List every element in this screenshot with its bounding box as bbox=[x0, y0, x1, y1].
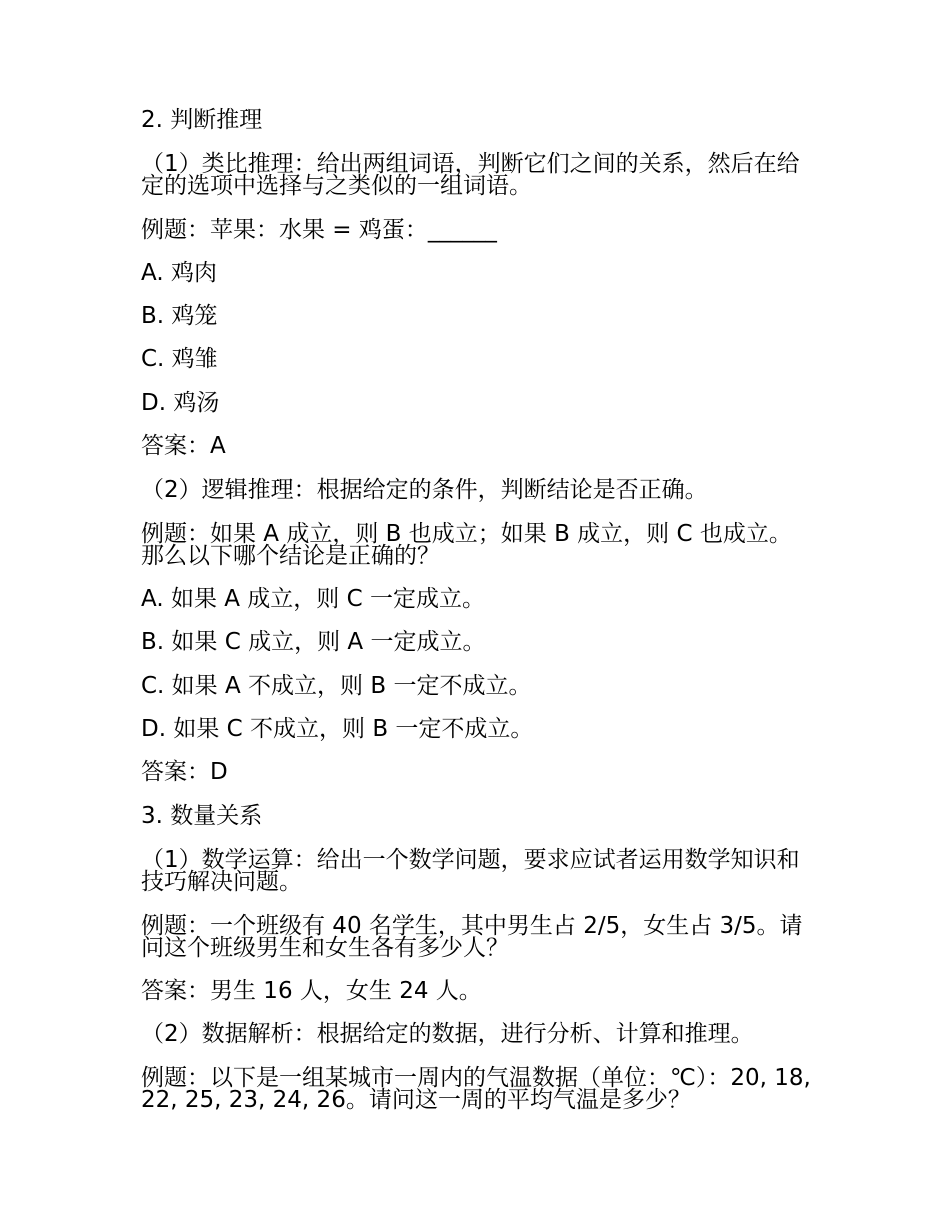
section-heading-judgment-reasoning: 2. 判断推理 bbox=[141, 107, 263, 133]
question-1-option-b: B. 鸡笼 bbox=[141, 303, 218, 329]
question-3-answer: 答案：男生 16 人，女生 24 人。 bbox=[141, 978, 482, 1004]
data-analysis-paragraph: （2）数据解析：根据给定的数据，进行分析、计算和推理。 bbox=[141, 1021, 754, 1047]
question-1-option-c: C. 鸡雏 bbox=[141, 346, 218, 372]
analogy-reasoning-paragraph: （1）类比推理：给出两组词语，判断它们之间的关系，然后在给定的选项中选择与之类似的一组词语。 bbox=[141, 151, 800, 199]
question-1-prompt: 例题：苹果：水果 = 鸡蛋：______ bbox=[141, 217, 497, 243]
question-2-option-a: A. 如果 A 成立，则 C 一定成立。 bbox=[141, 586, 485, 612]
question-2-option-c: C. 如果 A 不成立，则 B 一定不成立。 bbox=[141, 673, 532, 699]
logic-reasoning-paragraph: （2）逻辑推理：根据给定的条件，判断结论是否正确。 bbox=[141, 477, 708, 503]
question-1-option-a: A. 鸡肉 bbox=[141, 260, 217, 286]
question-4-prompt: 例题：以下是一组某城市一周内的气温数据（单位：℃）：20, 18, 22, 25, 23, 24, 26。请问这一周的平均气温是多少？ bbox=[141, 1065, 811, 1113]
question-2-answer: 答案：D bbox=[141, 759, 228, 785]
section-heading-quantity-relations: 3. 数量关系 bbox=[141, 803, 263, 829]
question-2-option-b: B. 如果 C 成立，则 A 一定成立。 bbox=[141, 629, 486, 655]
question-2-prompt: 例题：如果 A 成立，则 B 也成立；如果 B 成立，则 C 也成立。那么以下哪个结论是正确的？ bbox=[141, 521, 792, 569]
question-1-answer: 答案：A bbox=[141, 433, 226, 459]
question-3-prompt: 例题：一个班级有 40 名学生，其中男生占 2/5，女生占 3/5。请问这个班级男生和女生各有多少人？ bbox=[141, 913, 803, 961]
question-1-option-d: D. 鸡汤 bbox=[141, 390, 220, 416]
question-2-option-d: D. 如果 C 不成立，则 B 一定不成立。 bbox=[141, 716, 534, 742]
math-operation-paragraph: （1）数学运算：给出一个数学问题，要求应试者运用数学知识和技巧解决问题。 bbox=[141, 847, 800, 895]
